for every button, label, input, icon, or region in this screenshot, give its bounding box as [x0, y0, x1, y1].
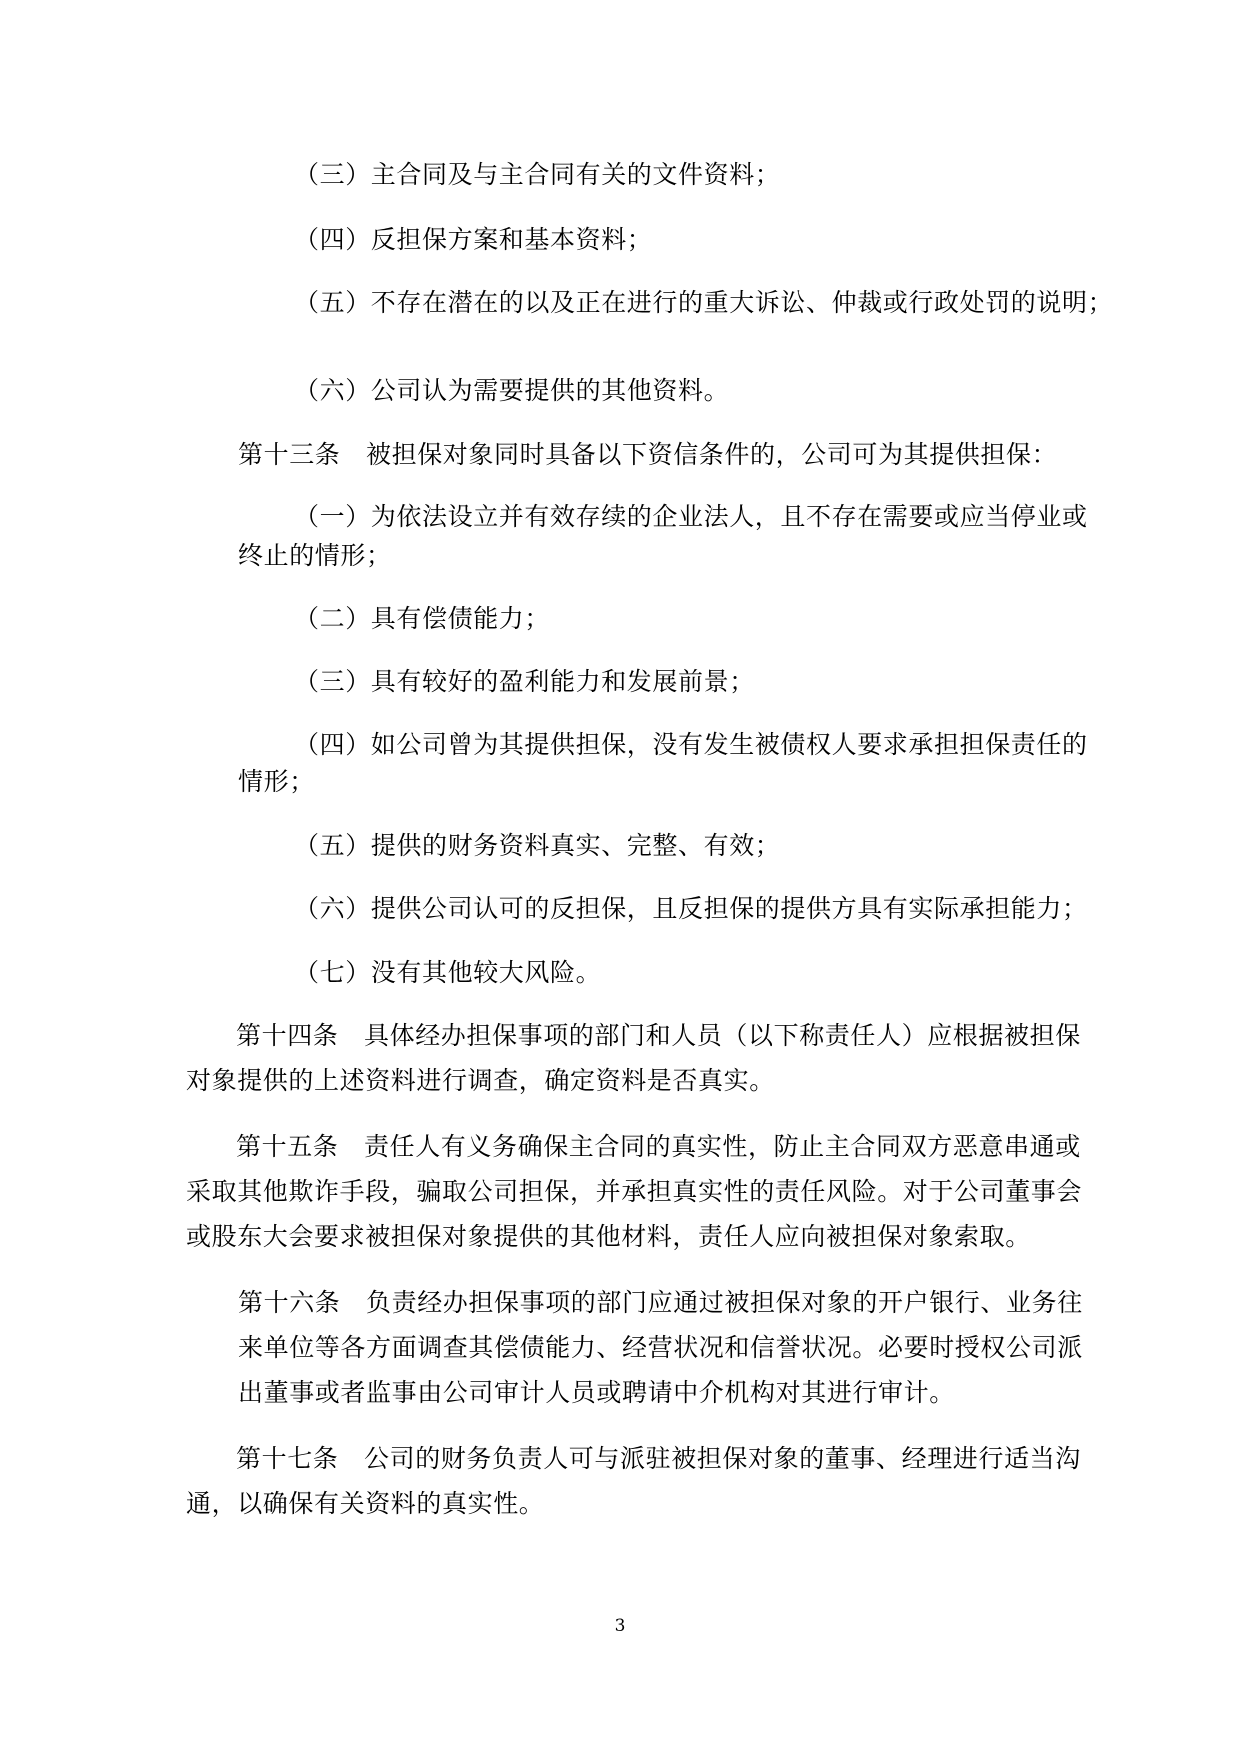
article-13-item-2: （二）具有偿债能力； — [294, 604, 551, 633]
article-14-line-1: 第十四条 具体经办担保事项的部门和人员（以下称责任人）应根据被担保 — [236, 1021, 1081, 1050]
article-13-item-4-cont: 情形； — [238, 767, 315, 796]
article-15-line-2: 采取其他欺诈手段，骗取公司担保，并承担真实性的责任风险。对于公司董事会 — [186, 1177, 1083, 1206]
article-16-line-1: 第十六条 负责经办担保事项的部门应通过被担保对象的开户银行、业务往 — [238, 1288, 1083, 1317]
article-15-line-1: 第十五条 责任人有义务确保主合同的真实性，防止主合同双方恶意串通或 — [236, 1132, 1081, 1161]
clause-3-item-5: （五）不存在潜在的以及正在进行的重大诉讼、仲裁或行政处罚的说明； — [294, 288, 1114, 317]
clause-3-item-4: （四）反担保方案和基本资料； — [294, 225, 653, 254]
article-13-item-7: （七）没有其他较大风险。 — [294, 958, 602, 987]
article-14-line-2: 对象提供的上述资料进行调查，确定资料是否真实。 — [186, 1066, 775, 1095]
article-13-item-1-cont: 终止的情形； — [238, 541, 392, 570]
article-13-item-3: （三）具有较好的盈利能力和发展前景； — [294, 667, 755, 696]
article-13-item-5: （五）提供的财务资料真实、完整、有效； — [294, 831, 781, 860]
article-13-item-1: （一）为依法设立并有效存续的企业法人，且不存在需要或应当停业或 — [294, 502, 1088, 531]
article-15-line-3: 或股东大会要求被担保对象提供的其他材料，责任人应向被担保对象索取。 — [186, 1222, 1031, 1251]
article-17-line-2: 通，以确保有关资料的真实性。 — [186, 1489, 545, 1518]
article-16-line-2: 来单位等各方面调查其偿债能力、经营状况和信誉状况。必要时授权公司派 — [238, 1333, 1083, 1362]
article-13-heading: 第十三条 被担保对象同时具备以下资信条件的，公司可为其提供担保： — [238, 440, 1058, 469]
clause-3-item-6: （六）公司认为需要提供的其他资料。 — [294, 376, 730, 405]
clause-3-item-3: （三）主合同及与主合同有关的文件资料； — [294, 160, 781, 189]
article-16-line-3: 出董事或者监事由公司审计人员或聘请中介机构对其进行审计。 — [238, 1378, 955, 1407]
page-number: 3 — [614, 1616, 626, 1636]
article-17-line-1: 第十七条 公司的财务负责人可与派驻被担保对象的董事、经理进行适当沟 — [236, 1444, 1081, 1473]
article-13-item-6: （六）提供公司认可的反担保，且反担保的提供方具有实际承担能力； — [294, 894, 1088, 923]
article-13-item-4: （四）如公司曾为其提供担保，没有发生被债权人要求承担担保责任的 — [294, 730, 1088, 759]
